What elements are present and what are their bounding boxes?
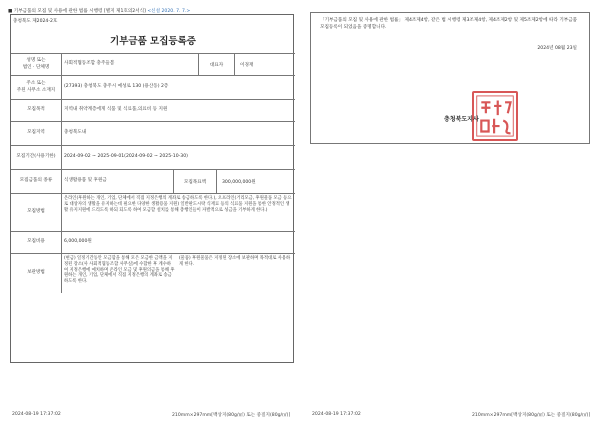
footer-paper: 210mm×297mm[백상지(80g/㎡) 또는 중질지(80g/㎡)] [172,413,291,418]
storage-cash-value: (현금) 일정기간동안 모금함을 통해 모은 모금한 금액을 지정된 장소(사 사회적협동조합 사무실)에 수합한 후 계수하여 지정은행에 예치하며 온라인 모금 및 후원의금을 통해 후원하는 개인, 기업, 단체에서 직접 지정은행의 계좌로 송금하도록 한다. [64,256,175,285]
method-label: 모집방법 [11,194,62,231]
purpose-label: 모집목적 [11,100,62,121]
region-label: 모집지역 [11,122,62,145]
org-name-label: 성명 또는 법인 · 단체명 [11,54,62,75]
row-purpose [11,99,295,121]
certificate-number: 충청북도 제2024-2호 [13,19,58,24]
target-label: 모집목표액 [173,170,217,193]
address-label: 주소 또는 주된 사무소 소재지 [11,76,62,99]
seal-icon [474,93,516,139]
period-value: 2024-09-02 ~ 2025-09-01(2024-09-02 ~ 2025-10-30) [64,154,188,160]
rep-value: 이경재 [240,62,254,68]
address-value: (27393) 충청북도 충주시 예성로 130 (용산동) 2층 [64,84,169,90]
certification-page [300,0,600,443]
certificate-box [10,14,294,363]
law-header-text: ■ 기부금품의 모집 및 사용에 관한 법률 시행령 [별지 제1호의2서식] [8,9,146,14]
issuer-name: 충청북도지사 [444,116,479,123]
cost-label: 모집비용 [11,232,62,253]
rep-label: 대표자 [198,54,235,75]
row-cost [11,231,295,253]
row-org [11,53,295,75]
region-value: 충청북도내 [64,130,87,136]
law-header-revision: <신설 2020. 7. 7.> [147,9,191,14]
row-storage [11,253,295,293]
kind-label: 모집금품의 종류 [11,170,62,193]
notice-box [310,12,590,144]
row-region [11,121,295,145]
notice-date: 2024년 08월 23일 [537,46,577,51]
method-value: 온라인(후원하는 개인, 기업, 단체에서 직접 지정은행의 계좌로 송금하도록 한다.), 오프라인(거리모금, 후원물품 모금 등으로 대상자의 생활을 유지하는데 필요한 다양한 생활용품 지원) 일반판도시락 식재료 등의 식료품 지원을 통한 안정적인 생활 유지지원에 드리도록 하되 되도록 하여 모금할 설치를 통해 총행인들이 자발적으로 성금을 기부하게 한다.) [64,196,292,213]
footer-datetime-right: 2024-08-19 17:37:02 [312,412,361,417]
footer-datetime: 2024-08-19 17:37:02 [12,412,61,417]
row-method [11,193,295,231]
row-kind [11,169,295,193]
row-period [11,145,295,169]
row-address [11,75,295,99]
certificate-title: 기부금품 모집등록증 [110,36,196,47]
period-label: 모집기간(사용기한) [11,146,62,169]
notice-text: 「기부금품의 모집 및 사용에 관한 법률」 제4조제4항, 같은 법 시행령 제3조제4항, 제4조제2항 및 제5조제2항에 따라 기부금품 모집등록이 되었음을 증명합니다. [320,18,578,30]
org-name-value: 사회적협동조합 충주들봄 [64,61,115,67]
target-value: 300,000,000원 [222,179,256,185]
storage-goods-value: (물품) 후원물품은 지정된 장소에 보관하며 목적대로 사용하게 한다. [179,256,291,267]
cost-value: 6,000,000원 [64,239,92,245]
footer-paper-right: 210mm×297mm[백상지(80g/㎡) 또는 중질지(80g/㎡)] [472,413,591,418]
storage-label: 보관방법 [11,254,62,293]
kind-value: 식생활용품 및 후원금 [64,178,107,184]
purpose-value: 지역내 취약계층에게 식품 및 식료품,의료비 등 지원 [64,107,168,113]
